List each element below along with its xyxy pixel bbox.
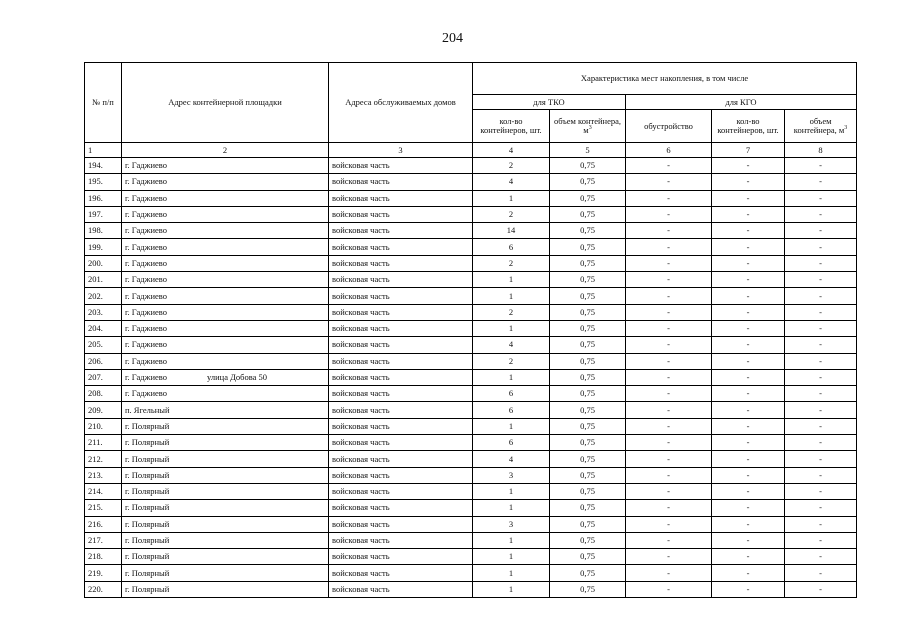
table-row [85, 353, 857, 369]
cell-houses: войсковая часть [329, 337, 473, 353]
cell-address [122, 223, 329, 239]
cell-kgo-facility: - [626, 369, 712, 385]
cell-houses: войсковая часть [329, 451, 473, 467]
cell-address [122, 369, 329, 385]
cell-kgo-facility: - [626, 353, 712, 369]
cell-num: 206. [85, 353, 122, 369]
cell-kgo-count: - [712, 402, 785, 418]
cell-houses: войсковая часть [329, 304, 473, 320]
cell-kgo-facility: - [626, 158, 712, 174]
cell-tko-volume: 0,75 [550, 158, 626, 174]
table-body [85, 158, 857, 598]
cell-tko-count: 1 [473, 500, 550, 516]
cell-address [122, 158, 329, 174]
cell-kgo-facility: - [626, 549, 712, 565]
cell-num: 198. [85, 223, 122, 239]
cell-kgo-facility: - [626, 255, 712, 271]
cell-tko-volume: 0,75 [550, 581, 626, 597]
cell-houses: войсковая часть [329, 467, 473, 483]
cell-tko-count: 2 [473, 255, 550, 271]
cell-kgo-facility: - [626, 386, 712, 402]
cell-num: 200. [85, 255, 122, 271]
cell-num: 219. [85, 565, 122, 581]
cell-tko-volume: 0,75 [550, 402, 626, 418]
cell-tko-volume: 0,75 [550, 320, 626, 336]
cell-houses: войсковая часть [329, 206, 473, 222]
cell-kgo-facility: - [626, 337, 712, 353]
cell-num: 210. [85, 418, 122, 434]
cell-kgo-count: - [712, 353, 785, 369]
address-text: г. Полярный [125, 583, 170, 594]
header-tko-volume-text: объем контейнера, м [553, 116, 622, 135]
cell-kgo-facility: - [626, 288, 712, 304]
header-site-address: Адрес контейнерной площадки [122, 63, 329, 143]
cell-tko-count: 6 [473, 386, 550, 402]
header-houses: Адреса обслуживаемых домов [329, 63, 473, 143]
table-row [85, 206, 857, 222]
cell-address [122, 500, 329, 516]
table-row [85, 532, 857, 548]
cell-num: 204. [85, 320, 122, 336]
table-row [85, 320, 857, 336]
address-text: г. Гаджиево [125, 339, 167, 350]
table-row [85, 451, 857, 467]
cell-kgo-facility: - [626, 320, 712, 336]
address-text: г. Гаджиево [125, 306, 167, 317]
cell-kgo-volume: - [785, 206, 857, 222]
cell-houses: войсковая часть [329, 223, 473, 239]
col-number: 8 [785, 143, 857, 158]
header-kgo-volume-text: объем контейнера, м [793, 116, 845, 135]
cell-address [122, 239, 329, 255]
col-number: 1 [85, 143, 122, 158]
table-row [85, 304, 857, 320]
cell-num: 208. [85, 386, 122, 402]
table-row [85, 467, 857, 483]
cell-address [122, 386, 329, 402]
cell-houses: войсковая часть [329, 272, 473, 288]
cell-tko-volume: 0,75 [550, 467, 626, 483]
address-text: г. Гаджиево [125, 176, 167, 187]
cell-kgo-count: - [712, 500, 785, 516]
cell-address [122, 451, 329, 467]
cell-tko-volume: 0,75 [550, 483, 626, 499]
cell-tko-volume: 0,75 [550, 206, 626, 222]
cell-address [122, 272, 329, 288]
cell-address [122, 435, 329, 451]
header-tko: для ТКО [473, 95, 626, 110]
cell-num: 196. [85, 190, 122, 206]
address-text: г. Гаджиево [125, 257, 167, 268]
cell-kgo-count: - [712, 467, 785, 483]
cell-kgo-facility: - [626, 516, 712, 532]
header-num: № п/п [85, 63, 122, 143]
cell-tko-volume: 0,75 [550, 516, 626, 532]
cell-houses: войсковая часть [329, 239, 473, 255]
cell-houses: войсковая часть [329, 532, 473, 548]
cell-kgo-facility: - [626, 223, 712, 239]
cell-tko-volume: 0,75 [550, 500, 626, 516]
cell-kgo-count: - [712, 369, 785, 385]
cell-kgo-facility: - [626, 581, 712, 597]
cell-tko-volume: 0,75 [550, 272, 626, 288]
cell-address [122, 467, 329, 483]
cell-kgo-facility: - [626, 532, 712, 548]
cell-kgo-facility: - [626, 206, 712, 222]
cell-tko-volume: 0,75 [550, 190, 626, 206]
cell-tko-count: 1 [473, 288, 550, 304]
header-kgo: для КГО [626, 95, 857, 110]
cell-address [122, 337, 329, 353]
cell-kgo-count: - [712, 516, 785, 532]
col-number: 4 [473, 143, 550, 158]
cell-houses: войсковая часть [329, 174, 473, 190]
cell-tko-count: 6 [473, 435, 550, 451]
cell-kgo-volume: - [785, 304, 857, 320]
table-row [85, 418, 857, 434]
cell-tko-count: 4 [473, 451, 550, 467]
cell-kgo-volume: - [785, 549, 857, 565]
cell-houses: войсковая часть [329, 418, 473, 434]
cell-kgo-count: - [712, 418, 785, 434]
address-text: г. Гаджиево [125, 388, 167, 399]
cell-kgo-facility: - [626, 435, 712, 451]
cell-tko-volume: 0,75 [550, 435, 626, 451]
cell-tko-volume: 0,75 [550, 451, 626, 467]
cell-kgo-facility: - [626, 402, 712, 418]
cell-num: 216. [85, 516, 122, 532]
cell-address [122, 288, 329, 304]
address-text: г. Полярный [125, 567, 170, 578]
cell-tko-count: 14 [473, 223, 550, 239]
cell-address [122, 532, 329, 548]
cell-tko-volume: 0,75 [550, 549, 626, 565]
cell-address [122, 304, 329, 320]
cell-kgo-volume: - [785, 386, 857, 402]
cell-tko-count: 4 [473, 174, 550, 190]
cell-tko-volume: 0,75 [550, 532, 626, 548]
cell-kgo-volume: - [785, 223, 857, 239]
cell-kgo-facility: - [626, 272, 712, 288]
address-text: г. Полярный [125, 551, 170, 562]
cell-kgo-facility: - [626, 500, 712, 516]
header-kgo-count: кол-во контейнеров, шт. [712, 110, 785, 143]
table-row [85, 549, 857, 565]
cell-kgo-count: - [712, 435, 785, 451]
header-tko-volume [550, 110, 626, 143]
cell-tko-count: 1 [473, 483, 550, 499]
col-number: 7 [712, 143, 785, 158]
cell-kgo-volume: - [785, 418, 857, 434]
cell-kgo-volume: - [785, 451, 857, 467]
cell-address [122, 174, 329, 190]
cell-kgo-volume: - [785, 272, 857, 288]
cell-tko-count: 1 [473, 190, 550, 206]
cell-kgo-facility: - [626, 418, 712, 434]
cell-address [122, 565, 329, 581]
cell-tko-volume: 0,75 [550, 369, 626, 385]
cell-tko-count: 4 [473, 337, 550, 353]
address-text: г. Полярный [125, 420, 170, 431]
address-text: г. Полярный [125, 518, 170, 529]
table-row [85, 435, 857, 451]
cell-kgo-volume: - [785, 565, 857, 581]
cell-kgo-volume: - [785, 239, 857, 255]
table-row [85, 337, 857, 353]
address-text: г. Гаджиево [125, 274, 167, 285]
cell-tko-count: 6 [473, 239, 550, 255]
cell-kgo-volume: - [785, 255, 857, 271]
cell-tko-count: 1 [473, 369, 550, 385]
cell-tko-volume: 0,75 [550, 353, 626, 369]
address-text: г. Гаджиево [125, 290, 167, 301]
cell-kgo-count: - [712, 581, 785, 597]
address-text: г. Гаджиево [125, 192, 167, 203]
cell-address [122, 320, 329, 336]
cell-tko-volume: 0,75 [550, 174, 626, 190]
table-row [85, 402, 857, 418]
cell-houses: войсковая часть [329, 369, 473, 385]
superscript: 3 [588, 125, 592, 132]
cell-kgo-facility: - [626, 483, 712, 499]
cell-tko-count: 2 [473, 353, 550, 369]
cell-kgo-facility: - [626, 467, 712, 483]
cell-kgo-volume: - [785, 435, 857, 451]
table-row [85, 483, 857, 499]
cell-num: 209. [85, 402, 122, 418]
cell-num: 203. [85, 304, 122, 320]
address-text: г. Гаджиево [125, 241, 167, 252]
cell-kgo-count: - [712, 483, 785, 499]
cell-kgo-count: - [712, 304, 785, 320]
cell-kgo-count: - [712, 272, 785, 288]
cell-kgo-count: - [712, 451, 785, 467]
cell-tko-count: 1 [473, 532, 550, 548]
cell-num: 218. [85, 549, 122, 565]
cell-houses: войсковая часть [329, 516, 473, 532]
cell-tko-volume: 0,75 [550, 386, 626, 402]
address-text: г. Гаджиево [125, 372, 167, 383]
cell-kgo-facility: - [626, 304, 712, 320]
cell-kgo-volume: - [785, 337, 857, 353]
cell-kgo-volume: - [785, 402, 857, 418]
cell-tko-count: 2 [473, 304, 550, 320]
header-characteristics: Характеристика мест накопления, в том числе [473, 63, 857, 95]
cell-houses: войсковая часть [329, 402, 473, 418]
cell-kgo-count: - [712, 255, 785, 271]
cell-address [122, 418, 329, 434]
cell-num: 201. [85, 272, 122, 288]
cell-kgo-volume: - [785, 532, 857, 548]
cell-kgo-count: - [712, 320, 785, 336]
address-text: г. Полярный [125, 486, 170, 497]
cell-kgo-count: - [712, 549, 785, 565]
cell-kgo-volume: - [785, 320, 857, 336]
header-kgo-volume [785, 110, 857, 143]
table-row [85, 581, 857, 597]
cell-address [122, 483, 329, 499]
cell-kgo-volume: - [785, 500, 857, 516]
table-row [85, 190, 857, 206]
address-text: г. Полярный [125, 535, 170, 546]
page-number: 204 [442, 31, 463, 46]
cell-kgo-volume: - [785, 288, 857, 304]
cell-tko-volume: 0,75 [550, 223, 626, 239]
table-row [85, 288, 857, 304]
cell-kgo-count: - [712, 288, 785, 304]
header-kgo-facility: обустройство [626, 110, 712, 143]
cell-address [122, 206, 329, 222]
cell-address [122, 353, 329, 369]
cell-kgo-count: - [712, 532, 785, 548]
cell-houses: войсковая часть [329, 320, 473, 336]
cell-kgo-volume: - [785, 483, 857, 499]
cell-kgo-facility: - [626, 174, 712, 190]
cell-houses: войсковая часть [329, 549, 473, 565]
table-row [85, 272, 857, 288]
address-text: г. Гаджиево [125, 209, 167, 220]
col-number: 2 [122, 143, 329, 158]
cell-tko-volume: 0,75 [550, 239, 626, 255]
cell-kgo-count: - [712, 239, 785, 255]
cell-num: 215. [85, 500, 122, 516]
cell-kgo-count: - [712, 565, 785, 581]
table-row [85, 158, 857, 174]
cell-kgo-facility: - [626, 451, 712, 467]
col-number: 6 [626, 143, 712, 158]
col-number: 3 [329, 143, 473, 158]
cell-num: 202. [85, 288, 122, 304]
cell-kgo-volume: - [785, 467, 857, 483]
cell-num: 217. [85, 532, 122, 548]
table-row [85, 255, 857, 271]
address-text: г. Полярный [125, 453, 170, 464]
cell-tko-volume: 0,75 [550, 304, 626, 320]
cell-num: 211. [85, 435, 122, 451]
table-row [85, 565, 857, 581]
table-row [85, 386, 857, 402]
cell-num: 207. [85, 369, 122, 385]
cell-tko-count: 1 [473, 581, 550, 597]
cell-kgo-volume: - [785, 174, 857, 190]
cell-tko-count: 3 [473, 516, 550, 532]
cell-num: 214. [85, 483, 122, 499]
cell-num: 195. [85, 174, 122, 190]
cell-tko-count: 3 [473, 467, 550, 483]
cell-tko-count: 1 [473, 565, 550, 581]
cell-houses: войсковая часть [329, 565, 473, 581]
cell-tko-count: 1 [473, 320, 550, 336]
address-text: п. Ягельный [125, 404, 170, 415]
header-tko-count: кол-во контейнеров, шт. [473, 110, 550, 143]
table-row [85, 369, 857, 385]
cell-num: 199. [85, 239, 122, 255]
cell-kgo-count: - [712, 206, 785, 222]
address-text: г. Гаджиево [125, 355, 167, 366]
cell-kgo-count: - [712, 174, 785, 190]
cell-address [122, 190, 329, 206]
cell-kgo-volume: - [785, 158, 857, 174]
cell-kgo-facility: - [626, 565, 712, 581]
address-text: г. Гаджиево [125, 225, 167, 236]
cell-tko-count: 1 [473, 418, 550, 434]
table-container [84, 62, 857, 598]
table-row [85, 174, 857, 190]
table-header [85, 63, 857, 158]
cell-houses: войсковая часть [329, 500, 473, 516]
superscript: 3 [844, 125, 848, 132]
cell-tko-count: 2 [473, 158, 550, 174]
cell-kgo-volume: - [785, 369, 857, 385]
cell-houses: войсковая часть [329, 581, 473, 597]
cell-tko-count: 6 [473, 402, 550, 418]
cell-kgo-count: - [712, 386, 785, 402]
cell-num: 194. [85, 158, 122, 174]
address-street: улица Добова 50 [206, 372, 268, 383]
cell-num: 220. [85, 581, 122, 597]
cell-tko-volume: 0,75 [550, 255, 626, 271]
cell-tko-count: 1 [473, 272, 550, 288]
table-row [85, 516, 857, 532]
cell-houses: войсковая часть [329, 255, 473, 271]
table-row [85, 500, 857, 516]
cell-address [122, 516, 329, 532]
cell-tko-volume: 0,75 [550, 337, 626, 353]
cell-tko-volume: 0,75 [550, 288, 626, 304]
cell-address [122, 581, 329, 597]
cell-kgo-volume: - [785, 190, 857, 206]
address-text: г. Полярный [125, 502, 170, 513]
address-text: г. Гаджиево [125, 160, 167, 171]
cell-kgo-volume: - [785, 516, 857, 532]
cell-num: 197. [85, 206, 122, 222]
cell-tko-volume: 0,75 [550, 418, 626, 434]
cell-num: 212. [85, 451, 122, 467]
cell-kgo-facility: - [626, 190, 712, 206]
cell-houses: войсковая часть [329, 353, 473, 369]
cell-tko-count: 2 [473, 206, 550, 222]
cell-tko-count: 1 [473, 549, 550, 565]
cell-num: 205. [85, 337, 122, 353]
address-text: г. Полярный [125, 437, 170, 448]
cell-houses: войсковая часть [329, 190, 473, 206]
cell-address [122, 402, 329, 418]
cell-houses: войсковая часть [329, 288, 473, 304]
cell-houses: войсковая часть [329, 158, 473, 174]
table-row [85, 239, 857, 255]
cell-kgo-count: - [712, 337, 785, 353]
cell-num: 213. [85, 467, 122, 483]
cell-kgo-volume: - [785, 353, 857, 369]
container-sites-table [84, 62, 857, 598]
cell-houses: войсковая часть [329, 483, 473, 499]
cell-address [122, 549, 329, 565]
cell-kgo-count: - [712, 223, 785, 239]
cell-houses: войсковая часть [329, 386, 473, 402]
cell-kgo-volume: - [785, 581, 857, 597]
cell-kgo-count: - [712, 190, 785, 206]
cell-address [122, 255, 329, 271]
col-number: 5 [550, 143, 626, 158]
table-row [85, 223, 857, 239]
cell-kgo-facility: - [626, 239, 712, 255]
cell-tko-volume: 0,75 [550, 565, 626, 581]
address-text: г. Полярный [125, 469, 170, 480]
cell-kgo-count: - [712, 158, 785, 174]
address-text: г. Гаджиево [125, 323, 167, 334]
cell-houses: войсковая часть [329, 435, 473, 451]
